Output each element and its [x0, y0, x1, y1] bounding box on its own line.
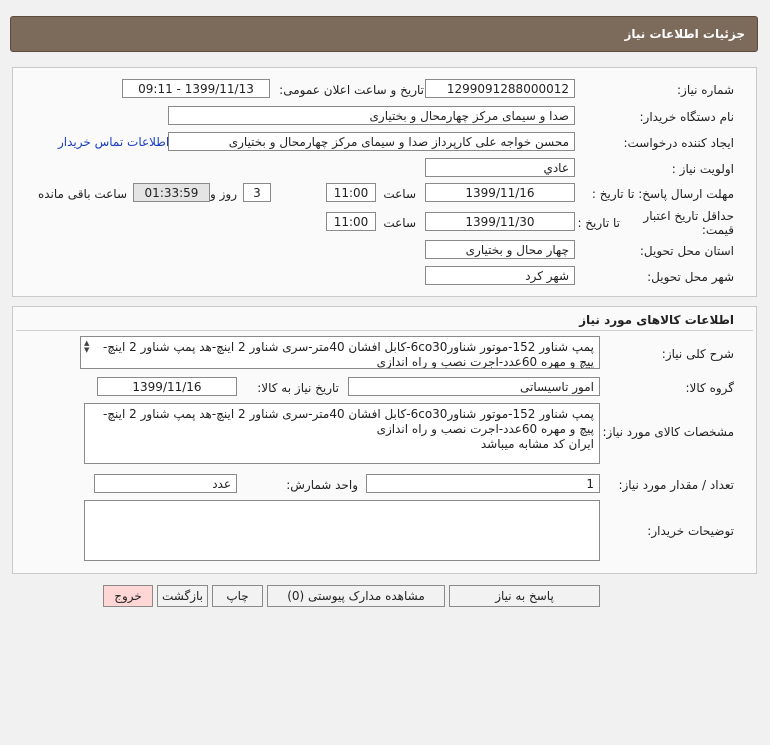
price-validity-to-label: تا تاریخ : — [577, 216, 620, 230]
quantity-label: تعداد / مقدار مورد نیاز: — [618, 478, 734, 492]
city-field: شهر کرد — [425, 266, 575, 285]
priority-label: اولویت نیاز : — [671, 162, 734, 176]
province-label: استان محل تحویل: — [639, 244, 734, 258]
announce-datetime-field: 1399/11/13 - 09:11 — [122, 79, 270, 98]
goods-group-field: امور تاسیساتی — [348, 377, 600, 396]
spec-label: مشخصات کالای مورد نیاز: — [602, 425, 734, 439]
deadline-label: مهلت ارسال پاسخ: تا تاریخ : — [591, 187, 734, 201]
page-header — [10, 16, 758, 52]
buyer-contact-link[interactable]: اطلاعات تماس خریدار — [58, 135, 170, 149]
need-number-label: شماره نیاز: — [677, 83, 734, 97]
quantity-field: 1 — [366, 474, 600, 493]
goods-group-label: گروه کالا: — [685, 381, 734, 395]
need-info-panel — [12, 67, 757, 297]
unit-field: عدد — [94, 474, 237, 493]
city-label: شهر محل تحویل: — [647, 270, 734, 284]
goods-section-title: اطلاعات کالاهای مورد نیاز — [579, 313, 734, 327]
spec-textarea[interactable]: پمپ شناور 152-موتور شناور6co30-کابل افشان 40متر-سری شناور 2 اینچ-هد پمپ شناور 2 اینچ-پیچ و مهره 60عدد-اجرت نصب و راه اندازی ایران کد مشابه میباشد — [84, 403, 600, 464]
deadline-time-field: 11:00 — [326, 183, 376, 202]
province-field: چهار محال و بختیاری — [425, 240, 575, 259]
exit-button[interactable]: خروج — [103, 585, 153, 607]
remaining-time-field: 01:33:59 — [133, 183, 210, 202]
need-date-label: تاریخ نیاز به کالا: — [257, 381, 339, 395]
deadline-date-field: 1399/11/16 — [425, 183, 575, 202]
remaining-time-label: ساعت باقی مانده — [37, 187, 127, 201]
unit-label: واحد شمارش: — [286, 478, 358, 492]
priority-field: عادي — [425, 158, 575, 177]
reply-button[interactable]: پاسخ به نیاز — [449, 585, 600, 607]
creator-label: ایجاد کننده درخواست: — [623, 136, 734, 150]
summary-text: پمپ شناور 152-موتور شناور6co30-کابل افشان 40متر-سری شناور 2 اینچ-هد پمپ شناور 2 اینچ-پیچ و مهره 60عدد-اجرت نصب و راه اندازی — [102, 340, 594, 369]
print-button[interactable]: چاپ — [212, 585, 263, 607]
summary-textarea[interactable] — [80, 336, 600, 369]
price-validity-time-field: 11:00 — [326, 212, 376, 231]
buyer-org-label: نام دستگاه خریدار: — [639, 110, 734, 124]
buyer-notes-label: توضیحات خریدار: — [647, 524, 734, 538]
creator-field: محسن خواجه علی کارپرداز صدا و سیمای مرکز چهارمحال و بختیاری — [168, 132, 575, 151]
announce-datetime-label: تاریخ و ساعت اعلان عمومی: — [279, 83, 424, 97]
summary-label: شرح کلی نیاز: — [661, 347, 734, 361]
remaining-days-field: 3 — [243, 183, 271, 202]
view-attachments-button[interactable]: مشاهده مدارک پیوستی (0) — [267, 585, 445, 607]
price-validity-date-field: 1399/11/30 — [425, 212, 575, 231]
need-number-field: 1299091288000012 — [425, 79, 575, 98]
buyer-org-field: صدا و سیمای مرکز چهارمحال و بختیاری — [168, 106, 575, 125]
deadline-time-label: ساعت — [383, 187, 416, 201]
price-validity-time-label: ساعت — [383, 216, 416, 230]
need-date-field: 1399/11/16 — [97, 377, 237, 396]
price-validity-label: حداقل تاریخ اعتبار قیمت: — [643, 209, 734, 237]
page-title: جزئیات اطلاعات نیاز — [624, 27, 745, 41]
scroll-arrows-icon[interactable]: ▲ ▼ — [84, 339, 90, 354]
remaining-days-label: روز و — [210, 187, 237, 201]
goods-section-divider — [16, 330, 753, 331]
buyer-notes-field — [84, 500, 600, 561]
back-button[interactable]: بازگشت — [157, 585, 208, 607]
